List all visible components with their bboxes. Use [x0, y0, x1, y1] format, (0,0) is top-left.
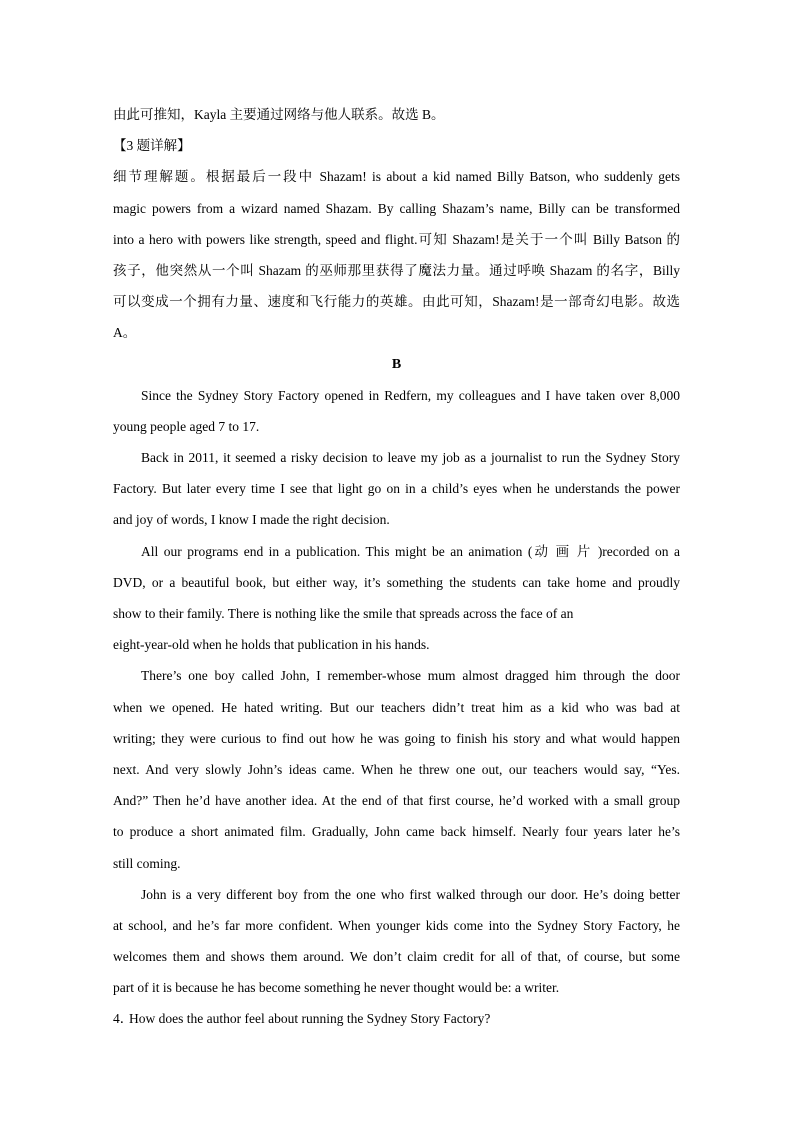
question-4	[113, 1003, 680, 1034]
question-3-heading: 【3 题详解】	[113, 138, 191, 154]
passage-line: Factory. But later every time I see that light go on in a child’s eyes when he understands the power	[113, 481, 680, 497]
passage-line: There’s one boy called John, I remember-whose mum almost dragged him through the door	[141, 668, 680, 684]
explanation-line: 孩子，他突然从一个叫 Shazam 的巫师那里获得了魔法力量。通过呼唤 Shazam 的名字，Billy	[113, 262, 680, 278]
passage-title: B	[391, 356, 402, 372]
passage-line: writing; they were curious to find out how he was going to finish his story and what would happen	[113, 730, 680, 746]
passage-line: at school, and he’s far more confident. When younger kids come into the Sydney Story Factory, he	[113, 917, 680, 933]
passage-line: welcomes them and shows them around. We don’t claim credit for all of that, of course, but some	[113, 949, 680, 965]
passage-line: And?” Then he’d have another idea. At the end of that first course, he’d worked with a small group	[113, 793, 680, 809]
passage-line: All our programs end in a publication. This might be an animation (动 画 片 )recorded on a	[141, 543, 680, 559]
question-number: 4．	[113, 1011, 134, 1027]
passage-line: when we opened. He hated writing. But our teachers didn’t treat him as a kid who was bad at	[113, 699, 680, 715]
passage-line: young people aged 7 to 17.	[113, 418, 260, 434]
passage-line: Back in 2011, it seemed a risky decision to leave my job as a journalist to run the Sydney Story	[141, 450, 680, 466]
passage-line: eight-year-old when he holds that publication in his hands.	[113, 637, 430, 653]
passage-line: and joy of words, I know I made the right decision.	[113, 512, 390, 528]
question-text: How does the author feel about running the Sydney Story Factory?	[129, 1011, 491, 1027]
passage-line: next. And very slowly John’s ideas came. When he threw one out, our teachers would say, “Yes.	[113, 761, 680, 777]
explanation-line: 细节理解题。根据最后一段中 Shazam! is about a kid named Billy Batson, who suddenly gets	[113, 169, 680, 185]
passage-line: DVD, or a beautiful book, but either way, it’s something the students can take home and proudly	[113, 574, 680, 590]
passage-line: Since the Sydney Story Factory opened in Redfern, my colleagues and I have taken over 8,000	[141, 387, 680, 403]
passage-line: still coming.	[113, 855, 181, 871]
passage-line: part of it is because he has become something he never thought would be: a writer.	[113, 980, 560, 996]
explanation-line: into a hero with powers like strength, speed and flight.可知 Shazam!是关于一个叫 Billy Batson 的	[113, 231, 680, 247]
explanation-line: A。	[113, 325, 137, 341]
passage-line: to produce a short animated film. Gradually, John came back himself. Nearly four years later he’s	[113, 824, 680, 840]
passage-line: show to their family. There is nothing like the smile that spreads across the face of an	[113, 606, 574, 621]
document-content	[113, 99, 680, 1035]
explanation-line: magic powers from a wizard named Shazam. By calling Shazam’s name, Billy can be transformed	[113, 200, 680, 216]
explanation-line: 可以变成一个拥有力量、速度和飞行能力的英雄。由此可知，Shazam!是一部奇幻电影。故选	[113, 294, 680, 310]
previous-answer-conclusion: 由此可推知，Kayla 主要通过网络与他人联系。故选 B。	[113, 107, 445, 122]
passage-line: John is a very different boy from the one who first walked through our door. He’s doing better	[141, 886, 680, 902]
